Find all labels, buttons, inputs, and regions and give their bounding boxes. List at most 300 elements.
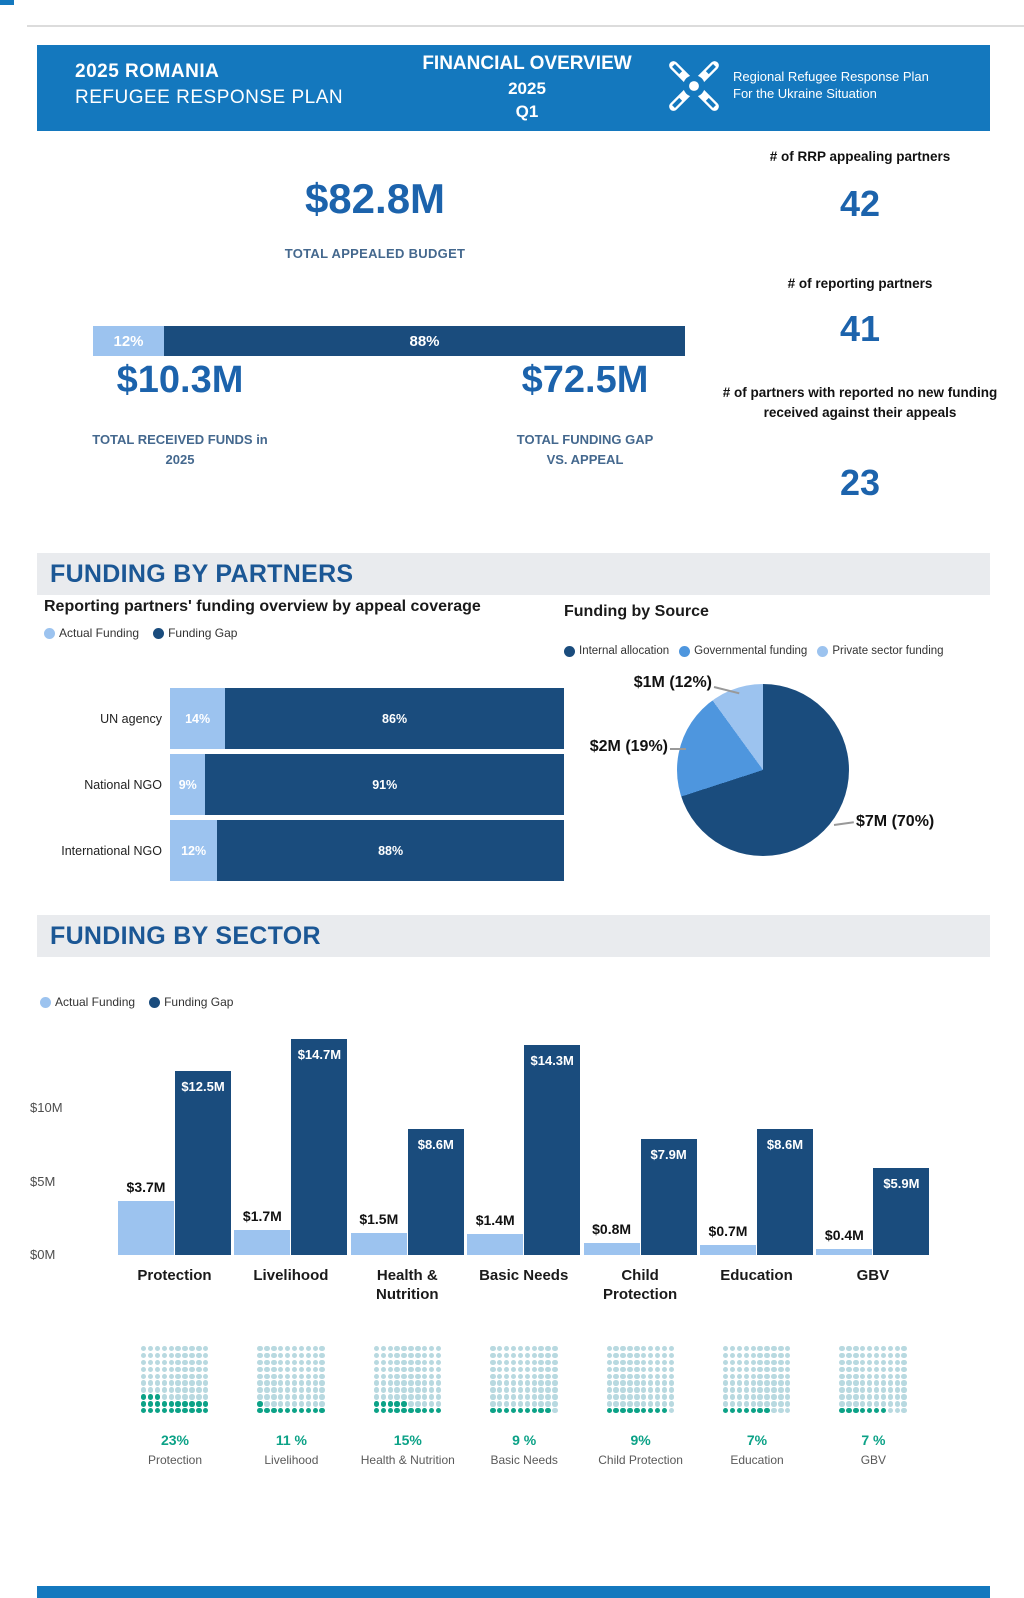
waffle-dot-empty — [422, 1360, 427, 1365]
waffle-dot-empty — [292, 1353, 297, 1358]
total-funding-gap-label — [460, 430, 710, 469]
waffle-dot-empty — [162, 1394, 167, 1399]
waffle-dot-empty — [627, 1353, 632, 1358]
waffle-dot-empty — [189, 1353, 194, 1358]
waffle-dot-empty — [175, 1367, 180, 1372]
waffle-dot-empty — [497, 1380, 502, 1385]
waffle-dot-filled — [853, 1408, 858, 1413]
waffle-dot-empty — [497, 1346, 502, 1351]
waffle-dot-empty — [257, 1367, 262, 1372]
actual-funding-bar — [351, 1233, 407, 1255]
waffle-dot-empty — [785, 1353, 790, 1358]
waffle-dot-empty — [532, 1394, 537, 1399]
waffle-dot-empty — [381, 1387, 386, 1392]
waffle-dot-empty — [203, 1360, 208, 1365]
legend-funding-gap-label: Funding Gap — [164, 995, 234, 1009]
waffle-dot-empty — [175, 1346, 180, 1351]
waffle-dot-empty — [196, 1374, 201, 1379]
waffle-dot-empty — [374, 1374, 379, 1379]
waffle-dot-empty — [853, 1374, 858, 1379]
appealing-partners-label: # of RRP appealing partners — [769, 149, 951, 164]
waffle-dot-empty — [162, 1387, 167, 1392]
waffle-dot-empty — [620, 1353, 625, 1358]
waffle-dot-empty — [148, 1346, 153, 1351]
actual-funding-bar — [118, 1201, 174, 1255]
waffle-dot-empty — [627, 1367, 632, 1372]
waffle-dot-empty — [381, 1394, 386, 1399]
y-axis-tick: $0M — [30, 1247, 56, 1262]
report-title — [367, 53, 687, 122]
waffle-dot-empty — [415, 1374, 420, 1379]
waffle-dot-empty — [867, 1360, 872, 1365]
waffle-dot-empty — [662, 1401, 667, 1406]
waffle-dot-empty — [867, 1394, 872, 1399]
waffle-dot-empty — [751, 1360, 756, 1365]
legend-private-sector-funding — [817, 645, 943, 657]
waffle-dot-empty — [669, 1408, 674, 1413]
waffle-dot-filled — [182, 1408, 187, 1413]
waffle-dot-empty — [744, 1353, 749, 1358]
waffle-dot-filled — [757, 1408, 762, 1413]
waffle-dot-empty — [292, 1401, 297, 1406]
waffle-dot-empty — [730, 1360, 735, 1365]
waffle-dot-empty — [737, 1401, 742, 1406]
waffle-dot-empty — [374, 1360, 379, 1365]
waffle-dot-filled — [148, 1401, 153, 1406]
waffle-dot-empty — [641, 1394, 646, 1399]
sector-category-line: Protection — [603, 1285, 678, 1303]
waffle-dot-empty — [518, 1346, 523, 1351]
waffle-dot-empty — [552, 1380, 557, 1385]
sector-category-line: Protection — [137, 1267, 212, 1284]
waffle-dot-empty — [306, 1387, 311, 1392]
waffle-dot-empty — [504, 1367, 509, 1372]
waffle-dot-empty — [669, 1374, 674, 1379]
waffle-dot-empty — [278, 1360, 283, 1365]
waffle-dot-empty — [511, 1374, 516, 1379]
waffle-dot-empty — [278, 1367, 283, 1372]
waffle-dot-empty — [525, 1346, 530, 1351]
partner-bar-segment: 86% — [225, 688, 564, 749]
waffle-dot-empty — [607, 1367, 612, 1372]
waffle-dot-empty — [429, 1367, 434, 1372]
gap-label-line1: TOTAL FUNDING GAP — [516, 432, 654, 447]
waffle-dot-empty — [182, 1374, 187, 1379]
waffle-dot-empty — [155, 1367, 160, 1372]
waffle-dot-empty — [169, 1380, 174, 1385]
waffle-dot-empty — [182, 1394, 187, 1399]
waffle-dot-empty — [285, 1367, 290, 1372]
waffle-dot-filled — [292, 1408, 297, 1413]
waffle-dot-empty — [757, 1380, 762, 1385]
waffle-dot-empty — [545, 1353, 550, 1358]
internal-allocation-dot-icon — [564, 646, 575, 657]
waffle-dot-empty — [264, 1394, 269, 1399]
waffle-dot-empty — [901, 1394, 906, 1399]
waffle-dot-empty — [669, 1367, 674, 1372]
waffle-dot-empty — [162, 1360, 167, 1365]
legend-internal-allocation-label: Internal allocation — [579, 645, 670, 657]
waffle-dot-empty — [490, 1367, 495, 1372]
waffle-dot-empty — [771, 1401, 776, 1406]
actual-funding-value-label: $0.7M — [708, 1222, 748, 1239]
waffle-dot-empty — [839, 1401, 844, 1406]
waffle-grid — [839, 1346, 908, 1415]
waffle-dot-empty — [839, 1360, 844, 1365]
waffle-dot-empty — [155, 1387, 160, 1392]
waffle-dot-empty — [490, 1387, 495, 1392]
waffle-dot-empty — [669, 1353, 674, 1358]
waffle-dot-empty — [319, 1367, 324, 1372]
waffle-dot-empty — [408, 1374, 413, 1379]
waffle-dot-empty — [257, 1387, 262, 1392]
waffle-dot-empty — [306, 1346, 311, 1351]
waffle-dot-empty — [538, 1353, 543, 1358]
waffle-dot-empty — [669, 1387, 674, 1392]
waffle-dot-empty — [737, 1394, 742, 1399]
waffle-dot-empty — [888, 1380, 893, 1385]
waffle-dot-empty — [853, 1387, 858, 1392]
waffle-dot-empty — [518, 1374, 523, 1379]
waffle-dot-empty — [723, 1380, 728, 1385]
waffle-dot-empty — [497, 1374, 502, 1379]
waffle-dot-empty — [839, 1353, 844, 1358]
waffle-dot-empty — [148, 1353, 153, 1358]
pie-leader-governmental — [670, 748, 686, 750]
waffle-dot-filled — [196, 1401, 201, 1406]
waffle-dot-empty — [860, 1346, 865, 1351]
waffle-dot-empty — [778, 1367, 783, 1372]
waffle-dot-empty — [545, 1380, 550, 1385]
waffle-dot-filled — [394, 1401, 399, 1406]
waffle-dot-empty — [203, 1394, 208, 1399]
waffle-dot-empty — [723, 1401, 728, 1406]
waffle-dot-empty — [874, 1380, 879, 1385]
pie-label-internal: $7M (70%) — [856, 813, 935, 830]
waffle-dot-empty — [744, 1367, 749, 1372]
waffle-dot-filled — [388, 1408, 393, 1413]
waffle-dot-empty — [189, 1346, 194, 1351]
waffle-dot-empty — [196, 1353, 201, 1358]
y-axis-tick: $5M — [30, 1173, 56, 1189]
waffle-category-label: GBV — [860, 1453, 887, 1467]
waffle-dot-empty — [532, 1353, 537, 1358]
waffle-dot-empty — [641, 1401, 646, 1406]
waffle-dot-empty — [394, 1374, 399, 1379]
sector-category-line: Child — [621, 1267, 659, 1284]
waffle-dot-empty — [648, 1380, 653, 1385]
waffle-dot-empty — [607, 1360, 612, 1365]
waffle-dot-empty — [182, 1353, 187, 1358]
waffle-dot-empty — [552, 1353, 557, 1358]
waffle-dot-empty — [148, 1380, 153, 1385]
waffle-dot-empty — [319, 1387, 324, 1392]
waffle-dot-empty — [504, 1360, 509, 1365]
waffle-dot-empty — [655, 1374, 660, 1379]
waffle-dot-empty — [511, 1346, 516, 1351]
waffle-dot-empty — [196, 1380, 201, 1385]
waffle-dot-empty — [867, 1387, 872, 1392]
waffle-dot-empty — [627, 1387, 632, 1392]
waffle-dot-empty — [306, 1360, 311, 1365]
waffle-dot-empty — [162, 1374, 167, 1379]
waffle-dot-empty — [285, 1346, 290, 1351]
waffle-dot-empty — [723, 1394, 728, 1399]
waffle-dot-filled — [874, 1408, 879, 1413]
waffle-dot-empty — [634, 1394, 639, 1399]
waffle-dot-empty — [394, 1367, 399, 1372]
waffle-dot-empty — [182, 1346, 187, 1351]
waffle-dot-filled — [655, 1408, 660, 1413]
sector-category-label — [114, 1267, 235, 1286]
waffle-dot-empty — [846, 1394, 851, 1399]
waffle-dot-empty — [771, 1408, 776, 1413]
waffle-dot-empty — [299, 1374, 304, 1379]
waffle-dot-empty — [504, 1387, 509, 1392]
actual-funding-bar — [467, 1234, 523, 1255]
waffle-dot-empty — [264, 1367, 269, 1372]
waffle-dot-empty — [175, 1394, 180, 1399]
waffle-percent-label: 11 % — [275, 1432, 307, 1448]
waffle-dot-empty — [436, 1346, 441, 1351]
waffle-dot-empty — [757, 1367, 762, 1372]
waffle-dot-empty — [401, 1346, 406, 1351]
waffle-dot-empty — [257, 1346, 262, 1351]
waffle-dot-empty — [532, 1367, 537, 1372]
waffle-dot-filled — [319, 1408, 324, 1413]
waffle-dot-empty — [257, 1380, 262, 1385]
waffle-dot-empty — [648, 1360, 653, 1365]
legend-actual-funding — [44, 626, 139, 640]
waffle-dot-filled — [141, 1408, 146, 1413]
partner-bar-segment: 88% — [217, 820, 564, 881]
waffle-dot-empty — [518, 1387, 523, 1392]
waffle-dot-empty — [490, 1346, 495, 1351]
waffle-dot-empty — [607, 1374, 612, 1379]
waffle-category-label: Child Protection — [598, 1453, 683, 1467]
governmental-funding-dot-icon — [679, 646, 690, 657]
waffle-dot-empty — [203, 1353, 208, 1358]
waffle-dot-empty — [613, 1346, 618, 1351]
waffle-dot-empty — [888, 1353, 893, 1358]
waffle-dot-filled — [285, 1408, 290, 1413]
waffle-percent-label: 9% — [630, 1432, 651, 1448]
waffle-dot-empty — [888, 1346, 893, 1351]
waffle-dot-empty — [778, 1346, 783, 1351]
waffle-dot-empty — [888, 1394, 893, 1399]
waffle-dot-empty — [839, 1380, 844, 1385]
waffle-dot-empty — [730, 1367, 735, 1372]
waffle-dot-filled — [641, 1408, 646, 1413]
waffle-dot-empty — [299, 1346, 304, 1351]
waffle-dot-empty — [141, 1380, 146, 1385]
waffle-dot-empty — [860, 1394, 865, 1399]
waffle-dot-filled — [867, 1408, 872, 1413]
waffle-dot-filled — [169, 1401, 174, 1406]
waffle-dot-filled — [627, 1408, 632, 1413]
waffle-dot-empty — [901, 1380, 906, 1385]
waffle-dot-empty — [881, 1360, 886, 1365]
total-appealed-budget-label: TOTAL APPEALED BUDGET — [284, 246, 466, 261]
waffle-dot-empty — [895, 1346, 900, 1351]
waffle-dot-empty — [662, 1360, 667, 1365]
waffle-dot-empty — [751, 1346, 756, 1351]
waffle-dot-empty — [196, 1367, 201, 1372]
waffle-dot-empty — [429, 1374, 434, 1379]
waffle-dot-empty — [257, 1394, 262, 1399]
waffle-dot-empty — [730, 1380, 735, 1385]
waffle-dot-empty — [874, 1360, 879, 1365]
waffle-dot-empty — [771, 1353, 776, 1358]
waffle-dot-empty — [155, 1380, 160, 1385]
waffle-dot-empty — [634, 1367, 639, 1372]
funding-gap-value-label: $8.6M — [766, 1136, 804, 1152]
waffle-dot-empty — [655, 1346, 660, 1351]
reporting-partners-label: # of reporting partners — [787, 276, 933, 291]
waffle-dot-filled — [175, 1408, 180, 1413]
waffle-dot-empty — [196, 1394, 201, 1399]
waffle-dot-empty — [853, 1401, 858, 1406]
waffle-dot-empty — [141, 1374, 146, 1379]
waffle-dot-empty — [846, 1401, 851, 1406]
waffle-dot-empty — [401, 1394, 406, 1399]
waffle-dot-empty — [669, 1394, 674, 1399]
waffle-grid — [374, 1346, 443, 1415]
waffle-dot-empty — [189, 1367, 194, 1372]
waffle-dot-empty — [436, 1394, 441, 1399]
waffle-dot-empty — [785, 1380, 790, 1385]
waffle-dot-empty — [874, 1401, 879, 1406]
waffle-dot-empty — [497, 1394, 502, 1399]
header-band — [37, 45, 990, 131]
waffle-dot-empty — [408, 1353, 413, 1358]
waffle-dot-empty — [627, 1346, 632, 1351]
waffle-dot-filled — [613, 1408, 618, 1413]
waffle-dot-empty — [662, 1380, 667, 1385]
waffle-dot-empty — [401, 1353, 406, 1358]
waffle-dot-empty — [148, 1367, 153, 1372]
waffle-dot-empty — [422, 1394, 427, 1399]
waffle-dot-empty — [751, 1380, 756, 1385]
waffle-dot-empty — [867, 1401, 872, 1406]
waffle-dot-empty — [306, 1374, 311, 1379]
waffle-dot-filled — [490, 1408, 495, 1413]
waffle-dot-empty — [429, 1394, 434, 1399]
waffle-dot-empty — [860, 1374, 865, 1379]
waffle-dot-empty — [278, 1374, 283, 1379]
actual-funding-value-label: $1.5M — [359, 1210, 399, 1227]
waffle-dot-empty — [778, 1394, 783, 1399]
partner-stacked-bar — [170, 688, 564, 749]
waffle-dot-empty — [292, 1387, 297, 1392]
waffle-dot-empty — [306, 1380, 311, 1385]
legend-actual-funding-label: Actual Funding — [59, 626, 140, 640]
waffle-dot-empty — [401, 1374, 406, 1379]
waffle-dot-empty — [141, 1360, 146, 1365]
waffle-dot-empty — [278, 1353, 283, 1358]
waffle-dot-empty — [196, 1387, 201, 1392]
waffle-dot-filled — [744, 1408, 749, 1413]
waffle-dot-empty — [613, 1374, 618, 1379]
waffle-dot-empty — [552, 1387, 557, 1392]
waffle-dot-empty — [839, 1387, 844, 1392]
no-new-funding-value: 23 — [839, 462, 881, 503]
waffle-dot-empty — [737, 1360, 742, 1365]
funding-gap-dot-icon — [149, 997, 160, 1008]
waffle-dot-empty — [299, 1353, 304, 1358]
waffle-dot-filled — [189, 1408, 194, 1413]
waffle-dot-empty — [860, 1401, 865, 1406]
waffle-grid — [141, 1346, 210, 1415]
rrp-logo-line2: For the Ukraine Situation — [733, 86, 877, 101]
actual-funding-bar — [700, 1245, 756, 1255]
appeal-bar-segment: 88% — [164, 326, 685, 356]
waffle-dot-empty — [422, 1346, 427, 1351]
waffle-dot-empty — [538, 1346, 543, 1351]
waffle-dot-empty — [511, 1367, 516, 1372]
legend-governmental-funding-label: Governmental funding — [694, 645, 808, 657]
waffle-dot-empty — [771, 1394, 776, 1399]
waffle-dot-empty — [394, 1380, 399, 1385]
waffle-dot-empty — [381, 1353, 386, 1358]
waffle-dot-empty — [723, 1360, 728, 1365]
actual-funding-dot-icon — [40, 997, 51, 1008]
waffle-dot-empty — [764, 1353, 769, 1358]
waffle-dot-empty — [620, 1394, 625, 1399]
received-label-line1: TOTAL RECEIVED FUNDS in — [92, 432, 268, 447]
waffle-dot-filled — [141, 1401, 146, 1406]
waffle-dot-empty — [388, 1367, 393, 1372]
waffle-dot-empty — [723, 1387, 728, 1392]
waffle-dot-empty — [203, 1380, 208, 1385]
legend-actual-funding-label: Actual Funding — [55, 995, 136, 1009]
waffle-dot-empty — [895, 1374, 900, 1379]
waffle-dot-filled — [155, 1408, 160, 1413]
waffle-dot-empty — [846, 1387, 851, 1392]
waffle-dot-empty — [538, 1374, 543, 1379]
waffle-dot-empty — [737, 1353, 742, 1358]
waffle-dot-empty — [155, 1360, 160, 1365]
waffle-dot-empty — [634, 1387, 639, 1392]
waffle-dot-empty — [422, 1387, 427, 1392]
waffle-dot-empty — [730, 1394, 735, 1399]
waffle-dot-empty — [271, 1346, 276, 1351]
waffle-dot-empty — [751, 1394, 756, 1399]
waffle-dot-empty — [285, 1394, 290, 1399]
waffle-dot-empty — [627, 1394, 632, 1399]
waffle-dot-empty — [853, 1353, 858, 1358]
waffle-dot-empty — [285, 1387, 290, 1392]
funding-gap-value-label: $8.6M — [417, 1136, 454, 1152]
waffle-dot-empty — [394, 1346, 399, 1351]
waffle-dot-empty — [627, 1360, 632, 1365]
waffle-dot-empty — [394, 1360, 399, 1365]
waffle-dot-empty — [401, 1380, 406, 1385]
waffle-dot-filled — [751, 1408, 756, 1413]
waffle-dot-filled — [648, 1408, 653, 1413]
waffle-dot-empty — [901, 1360, 906, 1365]
waffle-dot-empty — [771, 1346, 776, 1351]
waffle-dot-empty — [189, 1380, 194, 1385]
waffle-dot-empty — [846, 1360, 851, 1365]
waffle-dot-empty — [422, 1380, 427, 1385]
waffle-dot-empty — [778, 1380, 783, 1385]
waffle-dot-empty — [141, 1346, 146, 1351]
waffle-dot-empty — [895, 1387, 900, 1392]
partner-bar-row — [44, 688, 564, 749]
waffle-dot-empty — [613, 1360, 618, 1365]
waffle-dot-empty — [744, 1374, 749, 1379]
